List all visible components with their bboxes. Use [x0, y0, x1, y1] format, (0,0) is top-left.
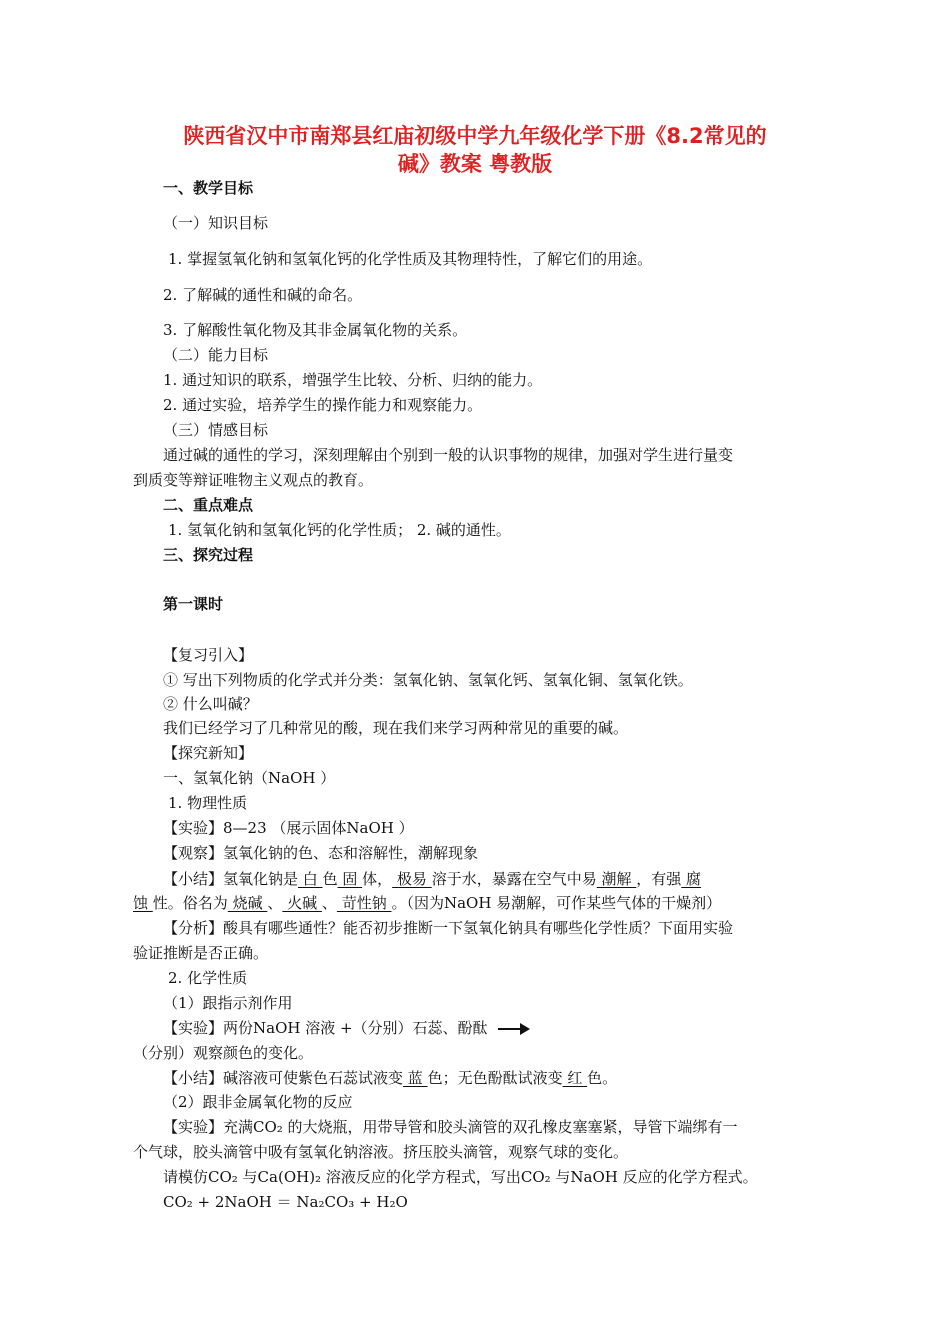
explore-heading: 【探究新知】	[163, 744, 254, 762]
summary-text: 色。	[587, 1069, 618, 1087]
experiment-indicator-cont: （分别）观察颜色的变化。	[133, 1044, 314, 1062]
analysis-line2: 验证推断是否正确。	[133, 944, 269, 962]
document-title-line2: 碱》教案 粤教版	[397, 152, 553, 176]
answer-corrosive: 腐	[681, 870, 702, 888]
summary-text: 色；无色酚酞试液变	[427, 1069, 563, 1087]
summary-text: 、	[321, 894, 337, 912]
lesson-heading: 第一课时	[163, 595, 224, 613]
emotion-text-line1: 通过碱的通性的学习，深刻理解由个别到一般的认识事物的规律，加强对学生进行量变	[163, 446, 734, 464]
answer-phenolphthalein-color: 红	[562, 1069, 588, 1087]
answer-corrosive-cont: 蚀	[133, 894, 153, 912]
analysis-line1: 【分析】酸具有哪些通性？能否初步推断一下氢氧化钠具有哪些化学性质？下面用实验	[163, 919, 734, 937]
indicator-subheading: （1）跟指示剂作用	[163, 994, 293, 1012]
subheading-knowledge: （一）知识目标	[163, 214, 269, 232]
answer-deliquescence: 潮解	[596, 870, 637, 888]
section-heading-key-points: 二、重点难点	[163, 496, 254, 514]
summary-text: 性。俗名为	[152, 894, 228, 912]
summary-physical-line1	[163, 869, 701, 889]
imitate-instruction: 请模仿CO₂ 与Ca(OH)₂ 溶液反应的化学方程式，写出CO₂ 与NaOH 反应的化学方程式。	[163, 1168, 758, 1186]
review-question-2: ② 什么叫碱？	[163, 695, 258, 713]
oxide-subheading: （2）跟非金属氧化物的反应	[163, 1093, 353, 1111]
review-heading: 【复习引入】	[163, 646, 254, 664]
naoh-heading: 一、氢氧化钠（NaOH ）	[163, 769, 336, 787]
emotion-text-line2: 到质变等辩证唯物主义观点的教育。	[133, 471, 374, 489]
answer-state: 固	[337, 870, 363, 888]
answer-solubility: 极易	[392, 870, 432, 888]
answer-common-name-1: 烧碱	[227, 894, 268, 912]
answer-litmus-color: 蓝	[403, 1069, 428, 1087]
summary-text: 体，	[362, 870, 393, 888]
knowledge-item-2: 2. 了解碱的通性和碱的命名。	[163, 286, 363, 304]
experiment-co2-line2: 个气球，胶头滴管中吸有氢氧化钠溶液。挤压胶头滴管，观察气球的变化。	[133, 1143, 629, 1161]
summary-text: 。（因为NaOH 易潮解，可作某些气体的干燥剂）	[391, 894, 722, 912]
summary-text: 、	[267, 894, 283, 912]
summary-text: 【小结】氢氧化钠是	[163, 870, 299, 888]
knowledge-item-3: 3. 了解酸性氧化物及其非金属氧化物的关系。	[163, 321, 468, 339]
physical-properties-heading: 1. 物理性质	[168, 794, 248, 812]
experiment-indicator	[163, 1018, 528, 1038]
subheading-emotion: （三）情感目标	[163, 421, 269, 439]
answer-common-name-3: 苛性钠	[336, 894, 392, 912]
ability-item-1: 1. 通过知识的联系，增强学生比较、分析、归纳的能力。	[163, 371, 543, 389]
ability-item-2: 2. 通过实验，培养学生的操作能力和观察能力。	[163, 396, 483, 414]
section-heading-process: 三、探究过程	[163, 546, 254, 564]
experiment-indicator-text: 【实验】两份NaOH 溶液 +（分别）石蕊、酚酞	[163, 1019, 488, 1037]
knowledge-item-1: 1. 掌握氢氧化钠和氢氧化钙的化学性质及其物理特性，了解它们的用途。	[168, 250, 653, 268]
summary-indicator	[163, 1068, 617, 1088]
chemical-equation: CO₂ + 2NaOH ＝ Na₂CO₃ + H₂O	[163, 1193, 408, 1211]
experiment-8-23: 【实验】8—23 （展示固体NaOH ）	[163, 819, 414, 837]
summary-text: 【小结】碱溶液可使紫色石蕊试液变	[163, 1069, 404, 1087]
observation-text: 【观察】氢氧化钠的色、态和溶解性，潮解现象	[163, 844, 479, 862]
chemical-properties-heading: 2. 化学性质	[168, 969, 248, 987]
arrow-icon	[498, 1028, 528, 1030]
answer-color: 白	[298, 870, 323, 888]
summary-text: ，有强	[636, 870, 682, 888]
document-title-line1: 陕西省汉中市南郑县红庙初级中学九年级化学下册《8.2常见的	[183, 124, 767, 148]
experiment-co2-line1: 【实验】充满CO₂ 的大烧瓶，用带导管和胶头滴管的双孔橡皮塞塞紧，导管下端绑有一	[163, 1118, 738, 1136]
summary-text: 溶于水，暴露在空气中易	[431, 870, 597, 888]
review-question-1: ① 写出下列物质的化学式并分类：氢氧化钠、氢氧化钙、氢氧化铜、氢氧化铁。	[163, 671, 693, 689]
summary-physical-line2	[133, 893, 721, 913]
summary-text: 色	[322, 870, 338, 888]
review-intro: 我们已经学习了几种常见的酸，现在我们来学习两种常见的重要的碱。	[163, 719, 629, 737]
answer-common-name-2: 火碱	[282, 894, 322, 912]
section-heading-goals: 一、教学目标	[163, 179, 254, 197]
subheading-ability: （二）能力目标	[163, 346, 269, 364]
key-points-text: 1. 氢氧化钠和氢氧化钙的化学性质； 2. 碱的通性。	[168, 521, 511, 539]
